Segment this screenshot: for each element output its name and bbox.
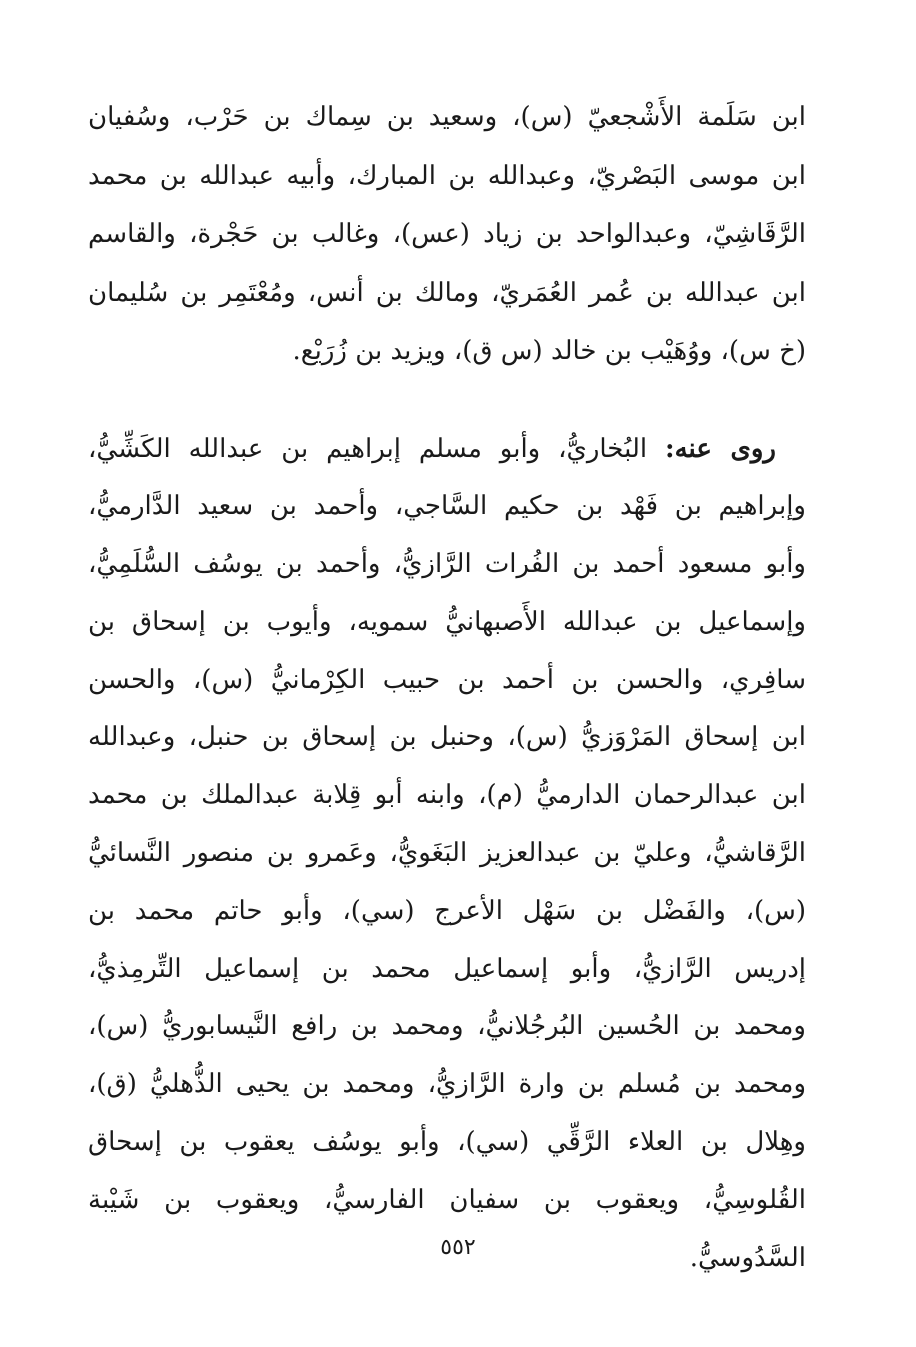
text-line: سافِري، والحسن بن أحمد بن حبيب الكِرْمانيُّ (س)، والحسن: [88, 664, 806, 695]
text-line: ابن إسحاق المَرْوَزيُّ (س)، وحنبل بن إسحاق بن حنبل، وعبدالله: [88, 722, 806, 753]
text-line: ابن سَلَمة الأَشْجعيّ (س)، وسعيد بن سِماك بن حَرْب، وسُفيان: [88, 102, 806, 132]
text-line: ابن عبدالله بن عُمر العُمَريّ، ومالك بن أنس، ومُعْتَمِر بن سُليمان: [88, 277, 806, 308]
text-line: السَّدُوسيُّ.: [689, 1242, 806, 1273]
teachers-paragraph: [88, 88, 806, 381]
text-line: وإسماعيل بن عبدالله الأَصبهانيُّ سمويه، وأيوب بن إسحاق بن: [88, 606, 806, 637]
text-line: وأبو مسعود أحمد بن الفُرات الرَّازيُّ، وأحمد بن يوسُف السُّلَمِيُّ،: [88, 549, 806, 580]
text-line: [88, 421, 806, 479]
text-line: وإبراهيم بن فَهْد بن حكيم السَّاجي، وأحمد بن سعيد الدَّارميُّ،: [88, 491, 806, 522]
text-line: القُلوسِيُّ، ويعقوب بن سفيان الفارسيُّ، ويعقوب بن شَيْبة: [88, 1184, 806, 1215]
text-line: (خ س)، ووُهَيْب بن خالد (س ق)، ويزيد بن زُرَيْع.: [292, 336, 806, 366]
text-line: ابن موسى البَصْريّ، وعبدالله بن المبارك، وأبيه عبدالله بن محمد: [88, 160, 806, 191]
text-line: ومحمد بن مُسلم بن وارة الرَّازيُّ، ومحمد بن يحيى الذُّهليُّ (ق)،: [88, 1069, 806, 1100]
text-line: إدريس الرَّازيُّ، وأبو إسماعيل محمد بن إسماعيل التِّرمِذيُّ،: [88, 953, 806, 984]
text-line: الرَّقَاشِيّ، وعبدالواحد بن زياد (عس)، وغالب بن حَجْرة، والقاسم: [88, 219, 806, 249]
text-line: (س)، والفَضْل بن سَهْل الأعرج (سي)، وأبو حاتم محمد بن: [88, 895, 806, 926]
students-paragraph: [88, 421, 806, 1288]
text-line: الرَّقاشيُّ، وعليّ بن عبدالعزيز البَغَويُّ، وعَمرو بن منصور النَّسائيُّ: [88, 838, 806, 869]
text-line: ابن عبدالرحمان الدارميُّ (م)، وابنه أبو قِلابة عبدالملك بن محمد: [88, 780, 806, 811]
page-body: [88, 88, 806, 1347]
students-first-line-text: البُخاريُّ، وأبو مسلم إبراهيم بن عبدالله الكَشِّيُّ،: [88, 433, 648, 464]
text-line: ومحمد بن الحُسين البُرجُلانيُّ، ومحمد بن رافع النَّيسابوريُّ (س)،: [88, 1011, 806, 1042]
page-number: ٥٥٢: [440, 1235, 476, 1260]
text-line: وهِلال بن العلاء الرَّقِّي (سي)، وأبو يوسُف يعقوب بن إسحاق: [88, 1127, 806, 1158]
students-label: روى عنه:: [664, 433, 776, 464]
